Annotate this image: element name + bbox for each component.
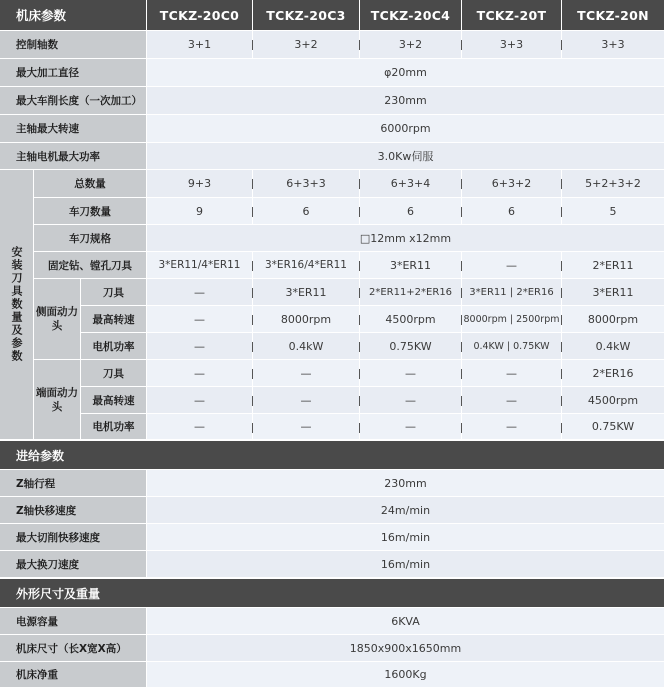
row-label-axes: 控制轴数 — [0, 31, 146, 58]
row-label-max-length: 最大车削长度（一次加工） — [0, 87, 146, 114]
column-separator — [359, 315, 360, 325]
end-tool-value: — — [147, 360, 252, 386]
column-separator — [252, 179, 253, 189]
end-tool-value: — — [462, 360, 561, 386]
column-separator — [252, 396, 253, 406]
column-separator — [561, 261, 562, 271]
side-tool-value: — — [147, 279, 252, 305]
column-separator — [252, 261, 253, 271]
side-tool-value: 2*ER11+2*ER16 — [360, 279, 461, 305]
column-separator — [561, 396, 562, 406]
column-separator — [359, 207, 360, 217]
column-separator — [359, 423, 360, 433]
column-separator — [561, 40, 562, 50]
column-separator — [252, 315, 253, 325]
row-label-end-power: 电机功率 — [81, 414, 146, 439]
axes-value: 3+2 — [253, 31, 359, 58]
end-power-value: 0.75KW — [562, 414, 664, 439]
weight-value: 1600Kg — [147, 662, 664, 687]
column-separator — [561, 288, 562, 298]
end-speed-value: — — [462, 387, 561, 413]
turning-count-value: 9 — [147, 198, 252, 224]
column-separator — [461, 40, 462, 50]
column-separator — [461, 179, 462, 189]
z-rapid-value: 24m/min — [147, 497, 664, 523]
row-label-side-tool: 刀具 — [81, 279, 146, 305]
side-tool-value: 3*ER11 | 2*ER16 — [462, 279, 561, 305]
row-label-max-cut-rapid: 最大切削快移速度 — [0, 524, 146, 550]
power-capacity-value: 6KVA — [147, 608, 664, 634]
end-tool-value: — — [253, 360, 359, 386]
max-diameter-value: φ20mm — [147, 59, 664, 86]
side-power-value: — — [147, 333, 252, 359]
end-tool-value: 2*ER16 — [562, 360, 664, 386]
section-dims: 外形尺寸及重量 — [0, 579, 664, 607]
total-value: 5+2+3+2 — [562, 170, 664, 197]
column-separator — [252, 423, 253, 433]
column-separator — [561, 369, 562, 379]
total-value: 6+3+3 — [253, 170, 359, 197]
row-label-side-power: 电机功率 — [81, 333, 146, 359]
column-separator — [461, 207, 462, 217]
row-label-drill: 固定钻、镗孔刀具 — [34, 252, 146, 278]
side-power-value: 0.4KW | 0.75KW — [462, 333, 561, 359]
row-label-max-tool-change: 最大换刀速度 — [0, 551, 146, 577]
column-separator — [252, 207, 253, 217]
column-separator — [461, 423, 462, 433]
axes-value: 3+3 — [462, 31, 561, 58]
drill-value: 2*ER11 — [562, 252, 664, 278]
row-label-weight: 机床净重 — [0, 662, 146, 687]
end-power-value: — — [360, 414, 461, 439]
spindle-power-value: 3.0Kw伺服 — [147, 143, 664, 169]
end-power-value: — — [253, 414, 359, 439]
column-separator — [252, 40, 253, 50]
model-header: TCKZ-20T — [462, 0, 561, 30]
row-label-z-travel: Z轴行程 — [0, 470, 146, 496]
drill-value: 3*ER11 — [360, 252, 461, 278]
column-separator — [359, 396, 360, 406]
column-separator — [252, 342, 253, 352]
row-label-end-speed: 最高转速 — [81, 387, 146, 413]
end-head-label: 端面动力头 — [34, 360, 80, 439]
row-label-spindle-power: 主轴电机最大功率 — [0, 143, 146, 169]
drill-value: — — [462, 252, 561, 278]
turning-spec-value: □12mm x12mm — [147, 225, 664, 251]
column-separator — [252, 369, 253, 379]
side-speed-value: — — [147, 306, 252, 332]
turning-count-value: 6 — [462, 198, 561, 224]
row-label-power-capacity: 电源容量 — [0, 608, 146, 634]
axes-value: 3+3 — [562, 31, 664, 58]
column-separator — [359, 261, 360, 271]
column-separator — [359, 288, 360, 298]
tools-group-label: 安装刀具数量及参数 — [0, 170, 33, 439]
end-speed-value: — — [147, 387, 252, 413]
column-separator — [561, 342, 562, 352]
column-separator — [359, 179, 360, 189]
header-title: 机床参数 — [0, 0, 146, 30]
model-header: TCKZ-20C0 — [147, 0, 252, 30]
side-tool-value: 3*ER11 — [562, 279, 664, 305]
total-value: 6+3+2 — [462, 170, 561, 197]
z-travel-value: 230mm — [147, 470, 664, 496]
total-value: 6+3+4 — [360, 170, 461, 197]
column-separator — [461, 261, 462, 271]
model-header: TCKZ-20C3 — [253, 0, 359, 30]
end-speed-value: — — [360, 387, 461, 413]
row-label-side-speed: 最高转速 — [81, 306, 146, 332]
column-separator — [461, 288, 462, 298]
side-power-value: 0.75KW — [360, 333, 461, 359]
column-separator — [561, 315, 562, 325]
side-speed-value: 8000rpm — [253, 306, 359, 332]
end-speed-value: 4500rpm — [562, 387, 664, 413]
drill-value: 3*ER16/4*ER11 — [253, 252, 359, 278]
side-tool-value: 3*ER11 — [253, 279, 359, 305]
row-label-total: 总数量 — [34, 170, 146, 197]
column-separator — [461, 315, 462, 325]
end-tool-value: — — [360, 360, 461, 386]
column-separator — [359, 369, 360, 379]
column-separator — [461, 396, 462, 406]
row-label-end-tool: 刀具 — [81, 360, 146, 386]
column-separator — [359, 342, 360, 352]
total-value: 9+3 — [147, 170, 252, 197]
row-label-max-diameter: 最大加工直径 — [0, 59, 146, 86]
column-separator — [561, 179, 562, 189]
side-speed-value: 8000rpm — [562, 306, 664, 332]
row-label-turning-count: 车刀数量 — [34, 198, 146, 224]
axes-value: 3+2 — [360, 31, 461, 58]
row-label-z-rapid: Z轴快移速度 — [0, 497, 146, 523]
side-power-value: 0.4kW — [562, 333, 664, 359]
row-label-size: 机床尺寸（长X宽X高） — [0, 635, 146, 661]
side-power-value: 0.4kW — [253, 333, 359, 359]
model-header: TCKZ-20C4 — [360, 0, 461, 30]
row-label-spindle-speed: 主轴最大转速 — [0, 115, 146, 142]
max-length-value: 230mm — [147, 87, 664, 114]
column-separator — [461, 342, 462, 352]
side-head-label: 侧面动力头 — [34, 279, 80, 359]
size-value: 1850x900x1650mm — [147, 635, 664, 661]
model-header: TCKZ-20N — [562, 0, 664, 30]
column-separator — [359, 40, 360, 50]
end-power-value: — — [147, 414, 252, 439]
column-separator — [252, 288, 253, 298]
end-power-value: — — [462, 414, 561, 439]
drill-value: 3*ER11/4*ER11 — [147, 252, 252, 278]
section-feed: 进给参数 — [0, 441, 664, 469]
axes-value: 3+1 — [147, 31, 252, 58]
turning-count-value: 5 — [562, 198, 664, 224]
spindle-speed-value: 6000rpm — [147, 115, 664, 142]
side-speed-value: 8000rpm | 2500rpm — [462, 306, 561, 332]
turning-count-value: 6 — [253, 198, 359, 224]
column-separator — [561, 423, 562, 433]
side-speed-value: 4500rpm — [360, 306, 461, 332]
max-cut-rapid-value: 16m/min — [147, 524, 664, 550]
end-speed-value: — — [253, 387, 359, 413]
row-label-turning-spec: 车刀规格 — [34, 225, 146, 251]
max-tool-change-value: 16m/min — [147, 551, 664, 577]
column-separator — [461, 369, 462, 379]
column-separator — [561, 207, 562, 217]
turning-count-value: 6 — [360, 198, 461, 224]
